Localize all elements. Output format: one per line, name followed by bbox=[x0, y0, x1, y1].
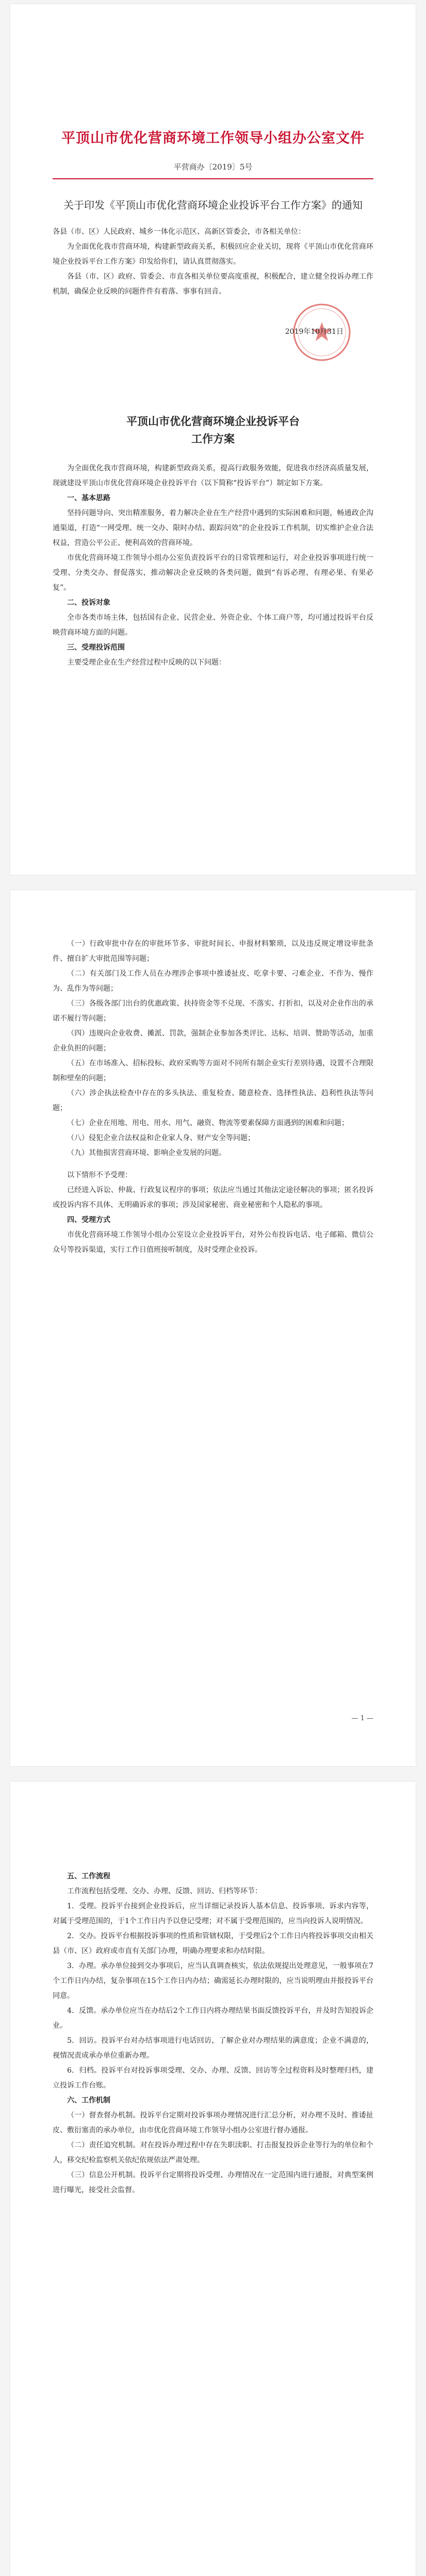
section-heading-5: 五、工作流程 bbox=[67, 1872, 110, 1880]
plan-intro: 为全面优化我市营商环境，构建新型政商关系，提高行政服务效能，促进我市经济高质量发展，现就建设平顶山市优化营商环境企业投诉平台（以下简称“投诉平台”）制定如下方案。 bbox=[53, 464, 373, 487]
intro-paragraph-2: 各县（市、区）政府、管委会、市直各相关单位要高度重视，积极配合，建立健全投诉办理工作机制，确保企业反映的问题件件有着落、事事有回音。 bbox=[53, 273, 373, 296]
section-heading-2: 二、投诉对象 bbox=[67, 599, 110, 607]
section-2-body: 全市各类市场主体，包括国有企业、民营企业、外资企业、个体工商户等，均可通过投诉平台反映营商环境方面的问题。 bbox=[53, 614, 373, 637]
section-heading-1: 一、基本思路 bbox=[67, 494, 110, 502]
notice-title: 关于印发《平顶山市优化营商环境企业投诉平台工作方案》的通知 bbox=[63, 199, 363, 211]
document-page-2 bbox=[10, 890, 416, 1766]
workflow-step: 3．办理。承办单位接到交办事项后，应当认真调查核实，依法依规提出处理意见，一般事项在7个工作日内办结，复杂事项在15个工作日内办结；确需延长办理时限的，应当说明理由并报投诉平台同意。 bbox=[53, 1962, 373, 2000]
list-item: （五）在市场准入、招标投标、政府采购等方面对不同所有制企业实行差别待遇，设置不合理限制和壁垒的问题； bbox=[53, 1059, 373, 1082]
list-item: （八）侵犯企业合法权益和企业家人身、财产安全等问题； bbox=[67, 1134, 255, 1142]
issue-date: 2019年10月31日 bbox=[285, 328, 343, 336]
section-5-intro: 工作流程包括受理、交办、办理、反馈、回访、归档等环节： bbox=[67, 1887, 262, 1895]
plan-title-line-2: 工作方案 bbox=[191, 433, 235, 445]
section-heading-3: 三、受理投诉范围 bbox=[67, 643, 125, 652]
list-item: （三）各级各部门出台的优惠政策、扶持资金等不兑现、不落实、打折扣，以及对企业作出的承诺不履行等问题； bbox=[53, 999, 373, 1023]
list-item: （二）有关部门及工作人员在办理涉企事项中推诿扯皮、吃拿卡要、刁难企业、不作为、慢作为、乱作为等问题； bbox=[53, 970, 373, 993]
list-item: （七）企业在用地、用电、用水、用气、融资、物流等要素保障方面遇到的困难和问题； bbox=[67, 1119, 349, 1127]
intro-paragraph: 为全面优化我市营商环境，构建新型政商关系，积极回应企业关切，现将《平顶山市优化营商环境企业投诉平台工作方案》印发给你们，请认真贯彻落实。 bbox=[53, 243, 373, 266]
list-item: （六）涉企执法检查中存在的多头执法、重复检查、随意检查、选择性执法、趋利性执法等问题； bbox=[53, 1089, 373, 1112]
workflow-step: 4．反馈。承办单位应当在办结后2个工作日内将办理结果书面反馈投诉平台，并及时告知投诉企业。 bbox=[53, 2007, 373, 2030]
workflow-step: 5．回访。投诉平台对办结事项进行电话回访，了解企业对办理结果的满意度；企业不满意的，视情况责成承办单位重新办理。 bbox=[53, 2037, 373, 2060]
red-divider-rule bbox=[53, 178, 373, 179]
document-red-header: 平顶山市优化营商环境工作领导小组办公室文件 bbox=[61, 130, 365, 146]
list-item: （四）违规向企业收费、摊派、罚款，强制企业参加各类评比、达标、培训、赞助等活动，加重企业负担的问题； bbox=[53, 1029, 373, 1053]
workflow-step: 1．受理。投诉平台接到企业投诉后，应当详细记录投诉人基本信息、投诉事项、诉求内容等，对属于受理范围的，于1个工作日内予以登记受理；对不属于受理范围的，应当向投诉人说明情况。 bbox=[53, 1902, 373, 1925]
page-number: — 1 — bbox=[351, 1715, 373, 1722]
section-heading-6: 六、工作机制 bbox=[67, 2096, 110, 2105]
section-4-body: 市优化营商环境工作领导小组办公室设立企业投诉平台，对外公布投诉电话、电子邮箱、微信公众号等投诉渠道，实行工作日值班接听制度，及时受理企业投诉。 bbox=[53, 1231, 373, 1254]
section-6-body: （一）督查督办机制。投诉平台定期对投诉事项办理情况进行汇总分析，对办理不及时、推诿扯皮、敷衍塞责的承办单位，由市优化营商环境工作领导小组办公室进行督办通报。 bbox=[53, 2111, 373, 2134]
section-heading-4: 四、受理方式 bbox=[67, 1216, 110, 1224]
document-number: 平营商办〔2019〕5号 bbox=[173, 162, 253, 172]
addressee: 各县（市、区）人民政府、城乡一体化示范区、高新区管委会，市各相关单位： bbox=[53, 228, 305, 236]
document-page-1 bbox=[10, 4, 416, 875]
list-item: （九）其他损害营商环境、影响企业发展的问题。 bbox=[67, 1149, 226, 1157]
workflow-step: 2．交办。投诉平台根据投诉事项的性质和管辖权限，于受理后2个工作日内将投诉事项交由相关县（市、区）政府或市直有关部门办理，明确办理要求和办结时限。 bbox=[53, 1932, 373, 1955]
plan-title-line-1: 平顶山市优化营商环境企业投诉平台 bbox=[126, 415, 300, 428]
section-6-body-3: （三）信息公开机制。投诉平台定期将投诉受理、办理情况在一定范围内进行通报，对典型案例进行曝光，接受社会监督。 bbox=[53, 2171, 373, 2194]
document-page-3 bbox=[10, 1782, 416, 2576]
exclusions-body: 已经进入诉讼、仲裁、行政复议程序的事项；依法应当通过其他法定途径解决的事项；匿名投诉或投诉内容不具体、无明确诉求的事项；涉及国家秘密、商业秘密和个人隐私的事项。 bbox=[53, 1186, 373, 1209]
section-1-body-2: 市优化营商环境工作领导小组办公室负责投诉平台的日常管理和运行，对企业投诉事项进行统一受理、分类交办、督促落实，推动解决企业反映的各类问题，做到“有诉必理、有理必果、有果必复”。 bbox=[53, 554, 373, 592]
seal-block bbox=[53, 301, 373, 368]
section-1-body: 坚持问题导向、突出精准服务，着力解决企业在生产经营中遇到的实际困难和问题，畅通政企沟通渠道，打造“一网受理、统一交办、限时办结、跟踪问效”的企业投诉工作机制，切实维护企业合法权益，营造公平公正、便利高效的营商环境。 bbox=[53, 509, 373, 547]
list-item: （一）行政审批中存在的审批环节多、审批时间长、申报材料繁琐，以及违反规定增设审批条件、擅自扩大审批范围等问题； bbox=[53, 940, 373, 963]
exclusions-title: 以下情形不予受理： bbox=[67, 1171, 132, 1179]
workflow-step: 6．归档。投诉平台对投诉事项受理、交办、办理、反馈、回访等全过程资料及时整理归档，建立投诉工作台账。 bbox=[53, 2066, 373, 2090]
section-3-body: 主要受理企业在生产经营过程中反映的以下问题： bbox=[67, 658, 226, 667]
section-6-body-2: （二）责任追究机制。对在投诉办理过程中存在失职渎职、打击报复投诉企业等行为的单位和个人，移交纪检监察机关依纪依规依法严肃处理。 bbox=[53, 2141, 373, 2164]
